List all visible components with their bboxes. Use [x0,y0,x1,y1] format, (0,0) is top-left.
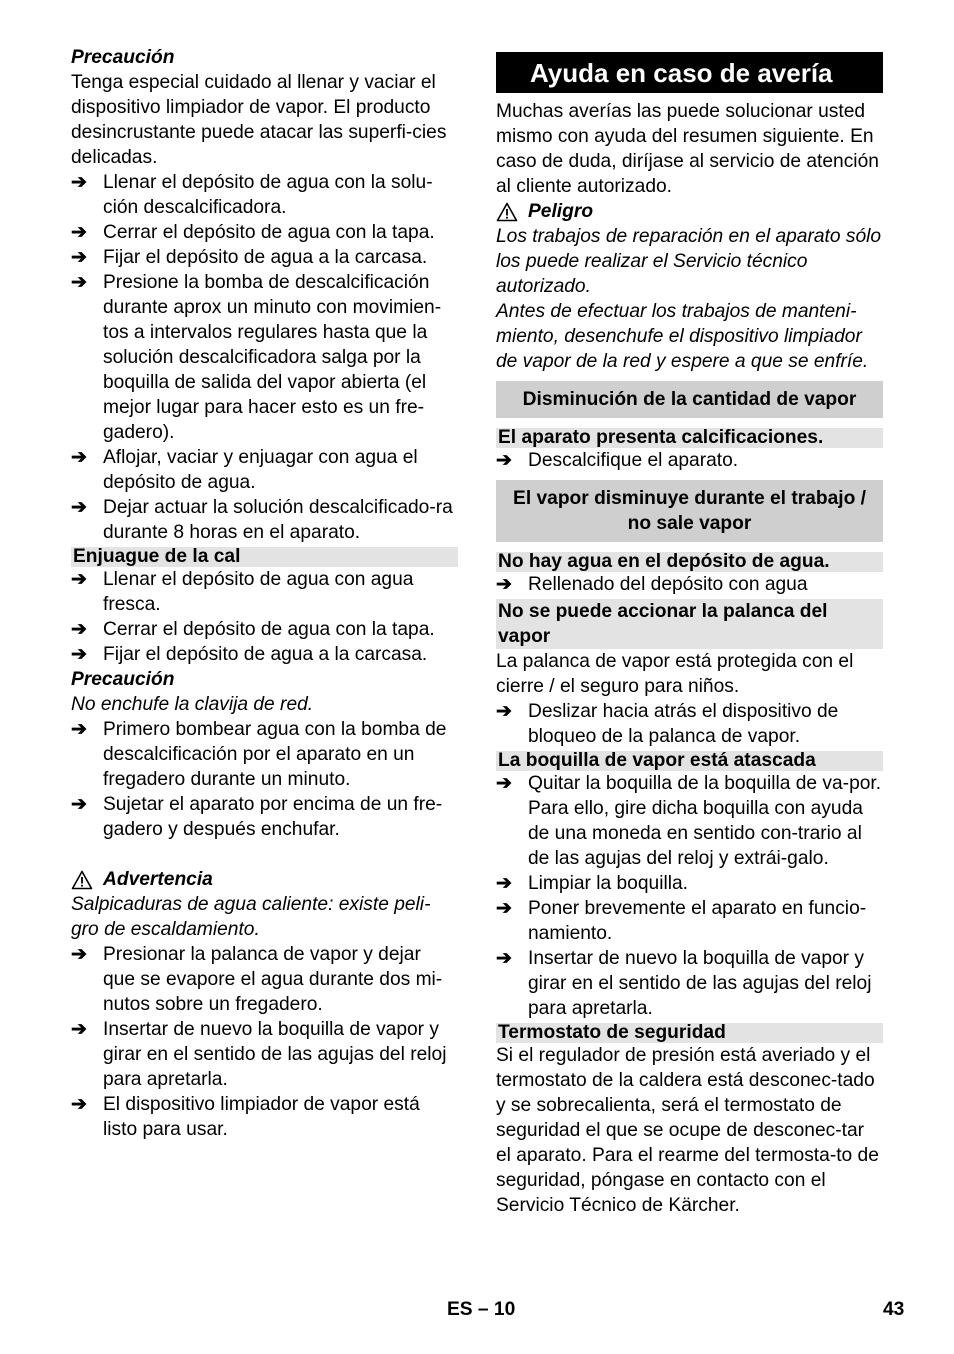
instruction-step: ➔ Deslizar hacia atrás el dispositivo de bloqueo de la palanca de vapor. [496,701,839,747]
arrow-icon: ➔ [71,447,88,468]
instruction-step: ➔ Presionar la palanca de vapor y dejar que se evapore el agua durante dos mi-nutos sobre un fregadero. [71,944,443,1015]
subsection-heading: No se puede accionar la palanca del vapor [496,599,883,649]
arrow-icon: ➔ [71,1094,88,1115]
warning-triangle-icon [71,870,93,890]
danger-text: Los trabajos de reparación en el aparato sólo los puede realizar el Servicio técnico autorizado. [496,226,882,297]
caution-title: Precaución [71,669,175,690]
page-number: 43 [883,1299,905,1320]
warning-triangle-icon [496,202,518,222]
arrow-icon: ➔ [71,172,88,193]
footer-section-label: ES – 10 [447,1299,516,1320]
arrow-icon: ➔ [496,701,513,722]
arrow-icon: ➔ [496,898,513,919]
arrow-icon: ➔ [496,773,513,794]
body-text: Si el regulador de presión está averiado y el termostato de la caldera está desconec-tado y se sobrecalienta, será el termostato de seguridad el que se ocupe de desconec-tar el aparato. Para el rearme del termosta-to de seguridad, póngase en contacto con el Servicio Técnico de Kärcher. [496,1045,879,1216]
intro-text: Muchas averías las puede solucionar usted mismo con ayuda del resumen siguiente. En caso de duda, diríjase al servicio de atención al cliente autorizado. [496,101,879,197]
instruction-step: ➔ Quitar la boquilla de la boquilla de va-por. Para ello, gire dicha boquilla con ayuda de una moneda en sentido con-trario al de las agujas del reloj y extrái-galo. [496,773,882,869]
instruction-step: ➔ Limpiar la boquilla. [496,873,688,894]
instruction-step: ➔ Insertar de nuevo la boquilla de vapor y girar en el sentido de las agujas del reloj para apretarla. [496,948,872,1019]
arrow-icon: ➔ [71,794,88,815]
instruction-step: ➔ Llenar el depósito de agua con la solu-ción descalcificadora. [71,172,433,218]
instruction-step: ➔ Fijar el depósito de agua a la carcasa. [71,644,428,665]
arrow-icon: ➔ [71,569,88,590]
arrow-icon: ➔ [71,272,88,293]
instruction-step: ➔ Presione la bomba de descalcificación durante aprox un minuto con movimien-tos a intervalos regulares hasta que la solución descalcificadora salga por la boquilla de salida del vapor abierta (el mejor lugar para hacer esto es un fre-gadero). [71,272,442,443]
section-title: Ayuda en caso de avería [496,52,883,93]
arrow-icon: ➔ [496,873,513,894]
instruction-step: ➔ Rellenado del depósito con agua [496,574,808,595]
subsection-heading: El aparato presenta calcificaciones. [496,428,883,448]
arrow-icon: ➔ [71,619,88,640]
right-column [496,45,883,1218]
instruction-step: ➔ Aflojar, vaciar y enjuagar con agua el depósito de agua. [71,447,418,493]
spacer [71,842,458,867]
left-column [71,45,458,1142]
arrow-icon: ➔ [71,944,88,965]
arrow-icon: ➔ [496,450,513,471]
caution-text: Tenga especial cuidado al llenar y vaciar el dispositivo limpiador de vapor. El producto desincrustante puede atacar las superfi-cies delicadas. [71,72,447,168]
caution-text: No enchufe la clavija de red. [71,694,314,715]
arrow-icon: ➔ [71,247,88,268]
danger-text: Antes de efectuar los trabajos de manteni-miento, desenchufe el dispositivo limpiador de vapor de la red y espere a que se enfríe. [496,301,869,372]
arrow-icon: ➔ [71,222,88,243]
instruction-step: ➔ Cerrar el depósito de agua con la tapa. [71,619,435,640]
instruction-step: ➔ Descalcifique el aparato. [496,450,739,471]
arrow-icon: ➔ [71,1019,88,1040]
warning-title: Advertencia [103,869,213,890]
section-heading: El vapor disminuye durante el trabajo / no sale vapor [496,480,883,542]
instruction-step: ➔ Dejar actuar la solución descalcificado-ra durante 8 horas en el aparato. [71,497,453,543]
subsection-heading: La boquilla de vapor está atascada [496,751,883,771]
instruction-step: ➔ Sujetar el aparato por encima de un fre-gadero y después enchufar. [71,794,443,840]
arrow-icon: ➔ [71,497,88,518]
warning-text: Salpicaduras de agua caliente: existe peli-gro de escaldamiento. [71,894,431,940]
subsection-heading: No hay agua en el depósito de agua. [496,552,883,572]
danger-title: Peligro [528,201,594,222]
instruction-step: ➔ Primero bombear agua con la bomba de descalcificación por el aparato en un fregadero durante un minuto. [71,719,447,790]
arrow-icon: ➔ [496,574,513,595]
subsection-heading: Termostato de seguridad [496,1023,883,1043]
body-text: La palanca de vapor está protegida con el cierre / el seguro para niños. [496,651,854,697]
caution-title: Precaución [71,47,175,68]
warning-heading [71,867,458,892]
instruction-step: ➔ Cerrar el depósito de agua con la tapa. [71,222,435,243]
arrow-icon: ➔ [71,644,88,665]
instruction-step: ➔ Poner brevemente el aparato en funcio-namiento. [496,898,867,944]
instruction-step: ➔ El dispositivo limpiador de vapor está listo para usar. [71,1094,420,1140]
arrow-icon: ➔ [71,719,88,740]
instruction-step: ➔ Insertar de nuevo la boquilla de vapor y girar en el sentido de las agujas del reloj para apretarla. [71,1019,447,1090]
section-heading: Disminución de la cantidad de vapor [496,381,883,418]
instruction-step: ➔ Llenar el depósito de agua con agua fresca. [71,569,414,615]
arrow-icon: ➔ [496,948,513,969]
danger-heading [496,199,883,224]
subsection-heading: Enjuague de la cal [71,547,458,567]
instruction-step: ➔ Fijar el depósito de agua a la carcasa. [71,247,428,268]
